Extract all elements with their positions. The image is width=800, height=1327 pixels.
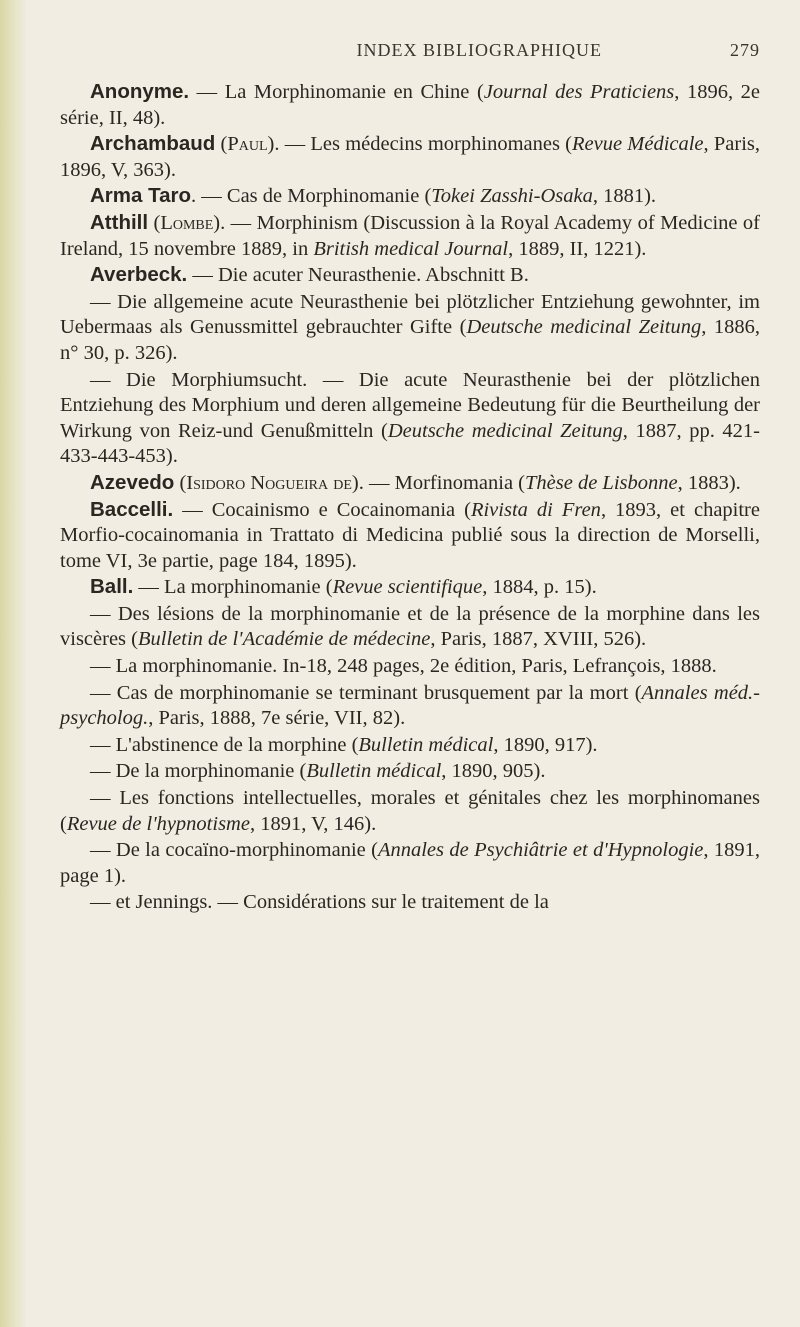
entry-source-title: Revue de l'hypnotisme xyxy=(66,812,250,835)
entry-text: — Die acuter Neurasthenie. Abschnitt B. xyxy=(187,264,529,287)
entry-text: . — Cas de Morphinomanie ( xyxy=(191,185,432,208)
entry-text: — Die allgemeine acute Neurasthenie bei plötzlicher Entziehung gewohnter, im Uebermaas als Genussmittel gebrauchter Gifte ( xyxy=(60,290,760,339)
bibliography-entry xyxy=(60,183,760,210)
entry-text: — La morphinomanie. In-18, 248 pages, 2e édition, Paris, Lefrançois, 1888. xyxy=(90,655,717,678)
entry-text: — De la morphinomanie ( xyxy=(90,760,307,783)
entry-text: — Les fonctions intellectuelles, morales et génitales chez les morphinomanes ( xyxy=(60,787,760,835)
entry-text: . — Morphinism (Discussion à la Royal Academy of Medicine of Ireland, 15 novembre 1889, in xyxy=(60,211,760,260)
author-qualifier: (Lombe) xyxy=(148,211,221,234)
entry-source-title: Annales méd.-psycholog. xyxy=(60,681,760,730)
entry-text: — De la cocaïno-morphinomanie ( xyxy=(90,839,378,862)
author-name: Baccelli. xyxy=(90,497,174,521)
entry-text-tail: , 1889, II, 1221). xyxy=(508,237,647,260)
author-name: Arma Taro xyxy=(90,184,192,208)
entry-source-title: Tokei Zasshi-Osaka xyxy=(431,185,593,208)
entry-source-title: Rivista di Fren xyxy=(470,498,601,521)
running-head xyxy=(90,40,760,61)
bibliography-subentry xyxy=(60,601,760,653)
bibliography-subentry xyxy=(60,289,760,367)
entry-text-tail: , 1890, 917). xyxy=(493,733,598,756)
bibliography-entries xyxy=(60,79,760,916)
entry-source-title: Revue scientifique xyxy=(332,576,483,599)
page-binding-edge xyxy=(0,0,28,1327)
entry-text: — La morphinomanie ( xyxy=(133,576,333,599)
entry-text: . — Les médecins morphinomanes ( xyxy=(274,133,572,156)
bibliography-subentry xyxy=(60,785,760,837)
bibliography-entry xyxy=(60,131,760,183)
entry-text: . — Morfinomania ( xyxy=(358,471,525,494)
author-name: Azevedo xyxy=(90,470,175,494)
bibliography-subentry xyxy=(60,889,760,916)
entry-source-title: Deutsche medicinal Zeitung xyxy=(466,316,702,339)
author-name: Atthill xyxy=(90,210,149,234)
entry-text-tail: , 1887, pp. 421-433-443-453). xyxy=(60,419,760,468)
entry-source-title: Bulletin médical xyxy=(358,733,494,756)
bibliography-subentry xyxy=(60,680,760,732)
entry-source-title: Journal des Praticiens xyxy=(483,81,675,103)
bibliography-entry xyxy=(60,574,760,601)
entry-text: — Des lésions de la morphinomanie et de la présence de la morphine dans les viscères ( xyxy=(60,602,760,651)
entry-source-title: Revue Médicale xyxy=(571,133,704,156)
author-name: Ball. xyxy=(90,575,134,599)
entry-text-tail: , 1886, n° 30, p. 326). xyxy=(60,316,760,364)
entry-text-tail: , 1893, et chapitre Morfio-cocainomania in Trattato di Medicina publié sous la direction de Morselli, tome VI, 3e partie, page 184, 1895). xyxy=(60,498,760,572)
bibliography-subentry xyxy=(60,367,760,470)
running-head-title: INDEX BIBLIOGRAPHIQUE xyxy=(356,40,602,60)
bibliography-subentry xyxy=(60,758,760,785)
bibliography-entry xyxy=(60,210,760,262)
page-number: 279 xyxy=(730,40,760,60)
entry-source-title: Bulletin de l'Académie de médecine xyxy=(137,628,431,651)
entry-text-tail: , 1890, 905). xyxy=(441,760,546,783)
entry-text-tail: , Paris, 1888, 7e série, VII, 82). xyxy=(148,707,406,730)
bibliography-entry xyxy=(60,79,760,131)
entry-text-tail: , Paris, 1896, V, 363). xyxy=(60,133,760,181)
entry-text: — et Jennings. — Considérations sur le traitement de la xyxy=(90,891,549,914)
entry-text: — Die Morphiumsucht. — Die acute Neurasthenie bei der plötzlichen Entziehung des Morphium und deren allgemeine Bedeutung für die Beurtheilung der Wirkung von Reiz-und Genußmitteln ( xyxy=(60,368,760,442)
entry-text: — Cocainismo e Cocainomania ( xyxy=(173,498,471,521)
bibliography-entry xyxy=(60,470,760,497)
author-name: Averbeck. xyxy=(90,263,188,287)
entry-text-tail: , 1883). xyxy=(677,471,741,494)
entry-source-title: Deutsche medicinal Zeitung xyxy=(387,419,623,442)
author-qualifier: (Paul) xyxy=(215,133,275,156)
bibliography-entry xyxy=(60,497,760,575)
entry-text: — L'abstinence de la morphine ( xyxy=(90,733,359,756)
entry-text-tail: , Paris, 1887, XVIII, 526). xyxy=(430,628,647,651)
author-name: Archambaud xyxy=(90,132,216,156)
bibliography-entry xyxy=(60,262,760,289)
entry-text-tail: , 1891, V, 146). xyxy=(249,812,377,835)
bibliography-subentry xyxy=(60,653,760,680)
entry-text-tail: , 1896, 2e série, II, 48). xyxy=(60,81,760,129)
entry-text-tail: , 1884, p. 15). xyxy=(482,576,597,599)
entry-text-tail: , 1891, page 1). xyxy=(60,839,760,887)
entry-text: — Cas de morphinomanie se terminant brusquement par la mort ( xyxy=(90,681,642,704)
entry-source-title: British medical Journal xyxy=(313,237,509,260)
document-page xyxy=(60,40,760,916)
entry-text-tail: , 1881). xyxy=(592,185,657,208)
bibliography-subentry xyxy=(60,837,760,889)
bibliography-subentry xyxy=(60,732,760,759)
author-qualifier: (Isidoro Nogueira de) xyxy=(174,471,359,494)
entry-source-title: Thèse de Lisbonne xyxy=(525,471,678,494)
entry-text: — La Morphinomanie en Chine ( xyxy=(189,81,484,103)
author-name: Anonyme. xyxy=(90,80,190,103)
entry-source-title: Annales de Psychiâtrie et d'Hypnologie xyxy=(377,839,704,862)
entry-source-title: Bulletin médical xyxy=(306,760,442,783)
